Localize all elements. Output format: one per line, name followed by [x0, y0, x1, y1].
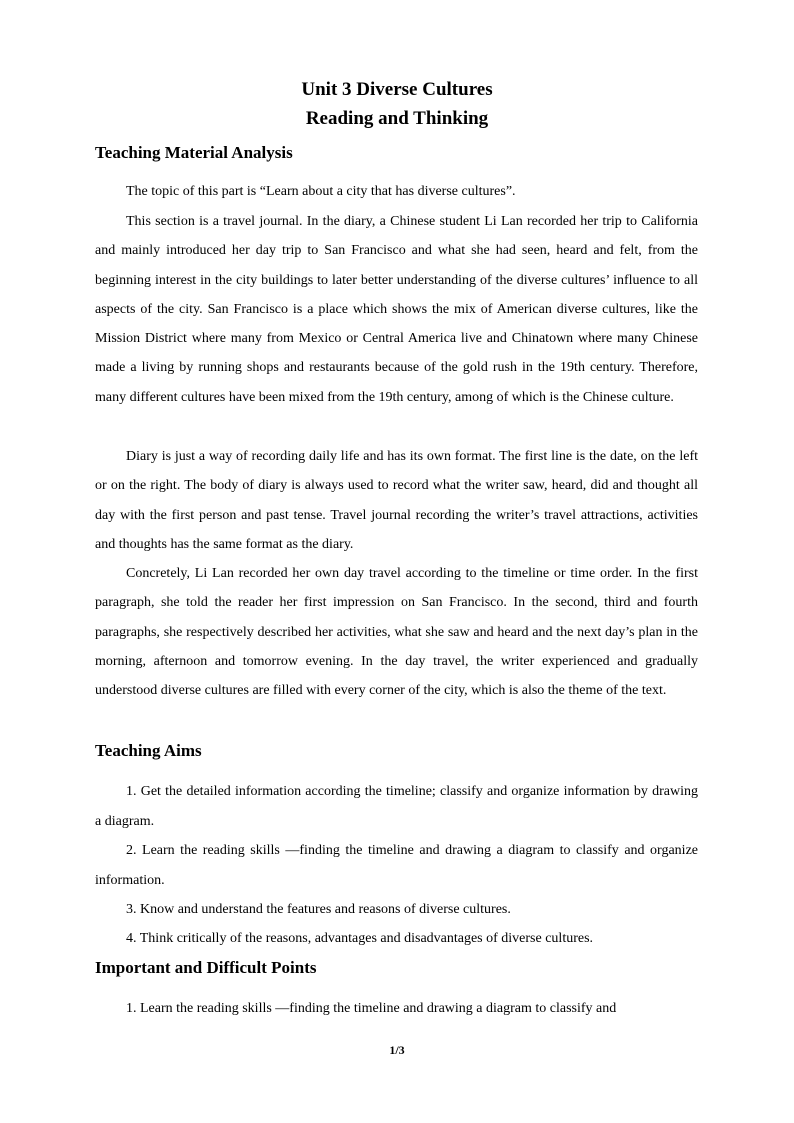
aims-item-3: 3. Know and understand the features and reasons of diverse cultures.: [126, 902, 511, 917]
document-title: Unit 3 Diverse Cultures: [301, 79, 493, 100]
analysis-paragraph-2: This section is a travel journal. In the diary, a Chinese student Li Lan recorded her trip to California and mainly introduced her day trip to San Francisco and what she had seen, heard and felt, from the beginning interest in the city buildings to later better understanding of the diverse cultures’ influence to all aspects of the city. San Francisco is a place which shows the mix of American diverse cultures, like the Mission District where many from Mexico or Central America live and Chinatown where many Chinese made a living by running shops and restaurants because of the gold rush in the 19th century. Therefore, many different cultures have been mixed from the 19th century, among of which is the Chinese culture.: [95, 214, 698, 405]
points-item-1: 1. Learn the reading skills —finding the timeline and drawing a diagram to classify and: [126, 1001, 617, 1016]
section-heading-points: Important and Difficult Points: [95, 958, 317, 977]
aims-item-2: 2. Learn the reading skills —finding the timeline and drawing a diagram to classify and organize information.: [95, 843, 698, 888]
page-number: 1/3: [389, 1043, 405, 1057]
section-heading-analysis: Teaching Material Analysis: [95, 143, 293, 162]
aims-item-1: 1. Get the detailed information according the timeline; classify and organize information by drawing a diagram.: [95, 784, 698, 829]
aims-item-4: 4. Think critically of the reasons, advantages and disadvantages of diverse cultures.: [126, 931, 594, 946]
analysis-paragraph-1: The topic of this part is “Learn about a city that has diverse cultures”.: [126, 184, 516, 199]
section-heading-aims: Teaching Aims: [95, 741, 202, 760]
analysis-paragraph-4: Concretely, Li Lan recorded her own day travel according to the timeline or time order. In the first paragraph, she told the reader her first impression on San Francisco. In the second, third and fourth paragraphs, she respectively described her activities, what she saw and heard and the next day’s plan in the morning, afternoon and tomorrow evening. In the day travel, the writer experienced and gradually understood diverse cultures are filled with every corner of the city, which is also the theme of the text.: [95, 566, 698, 699]
analysis-paragraph-3: Diary is just a way of recording daily life and has its own format. The first line is the date, on the left or on the right. The body of diary is always used to record what the writer saw, heard, did and thought all day with the first person and past tense. Travel journal recording the writer’s travel attractions, activities and thoughts has the same format as the diary.: [95, 449, 698, 552]
document-subtitle: Reading and Thinking: [305, 108, 489, 129]
